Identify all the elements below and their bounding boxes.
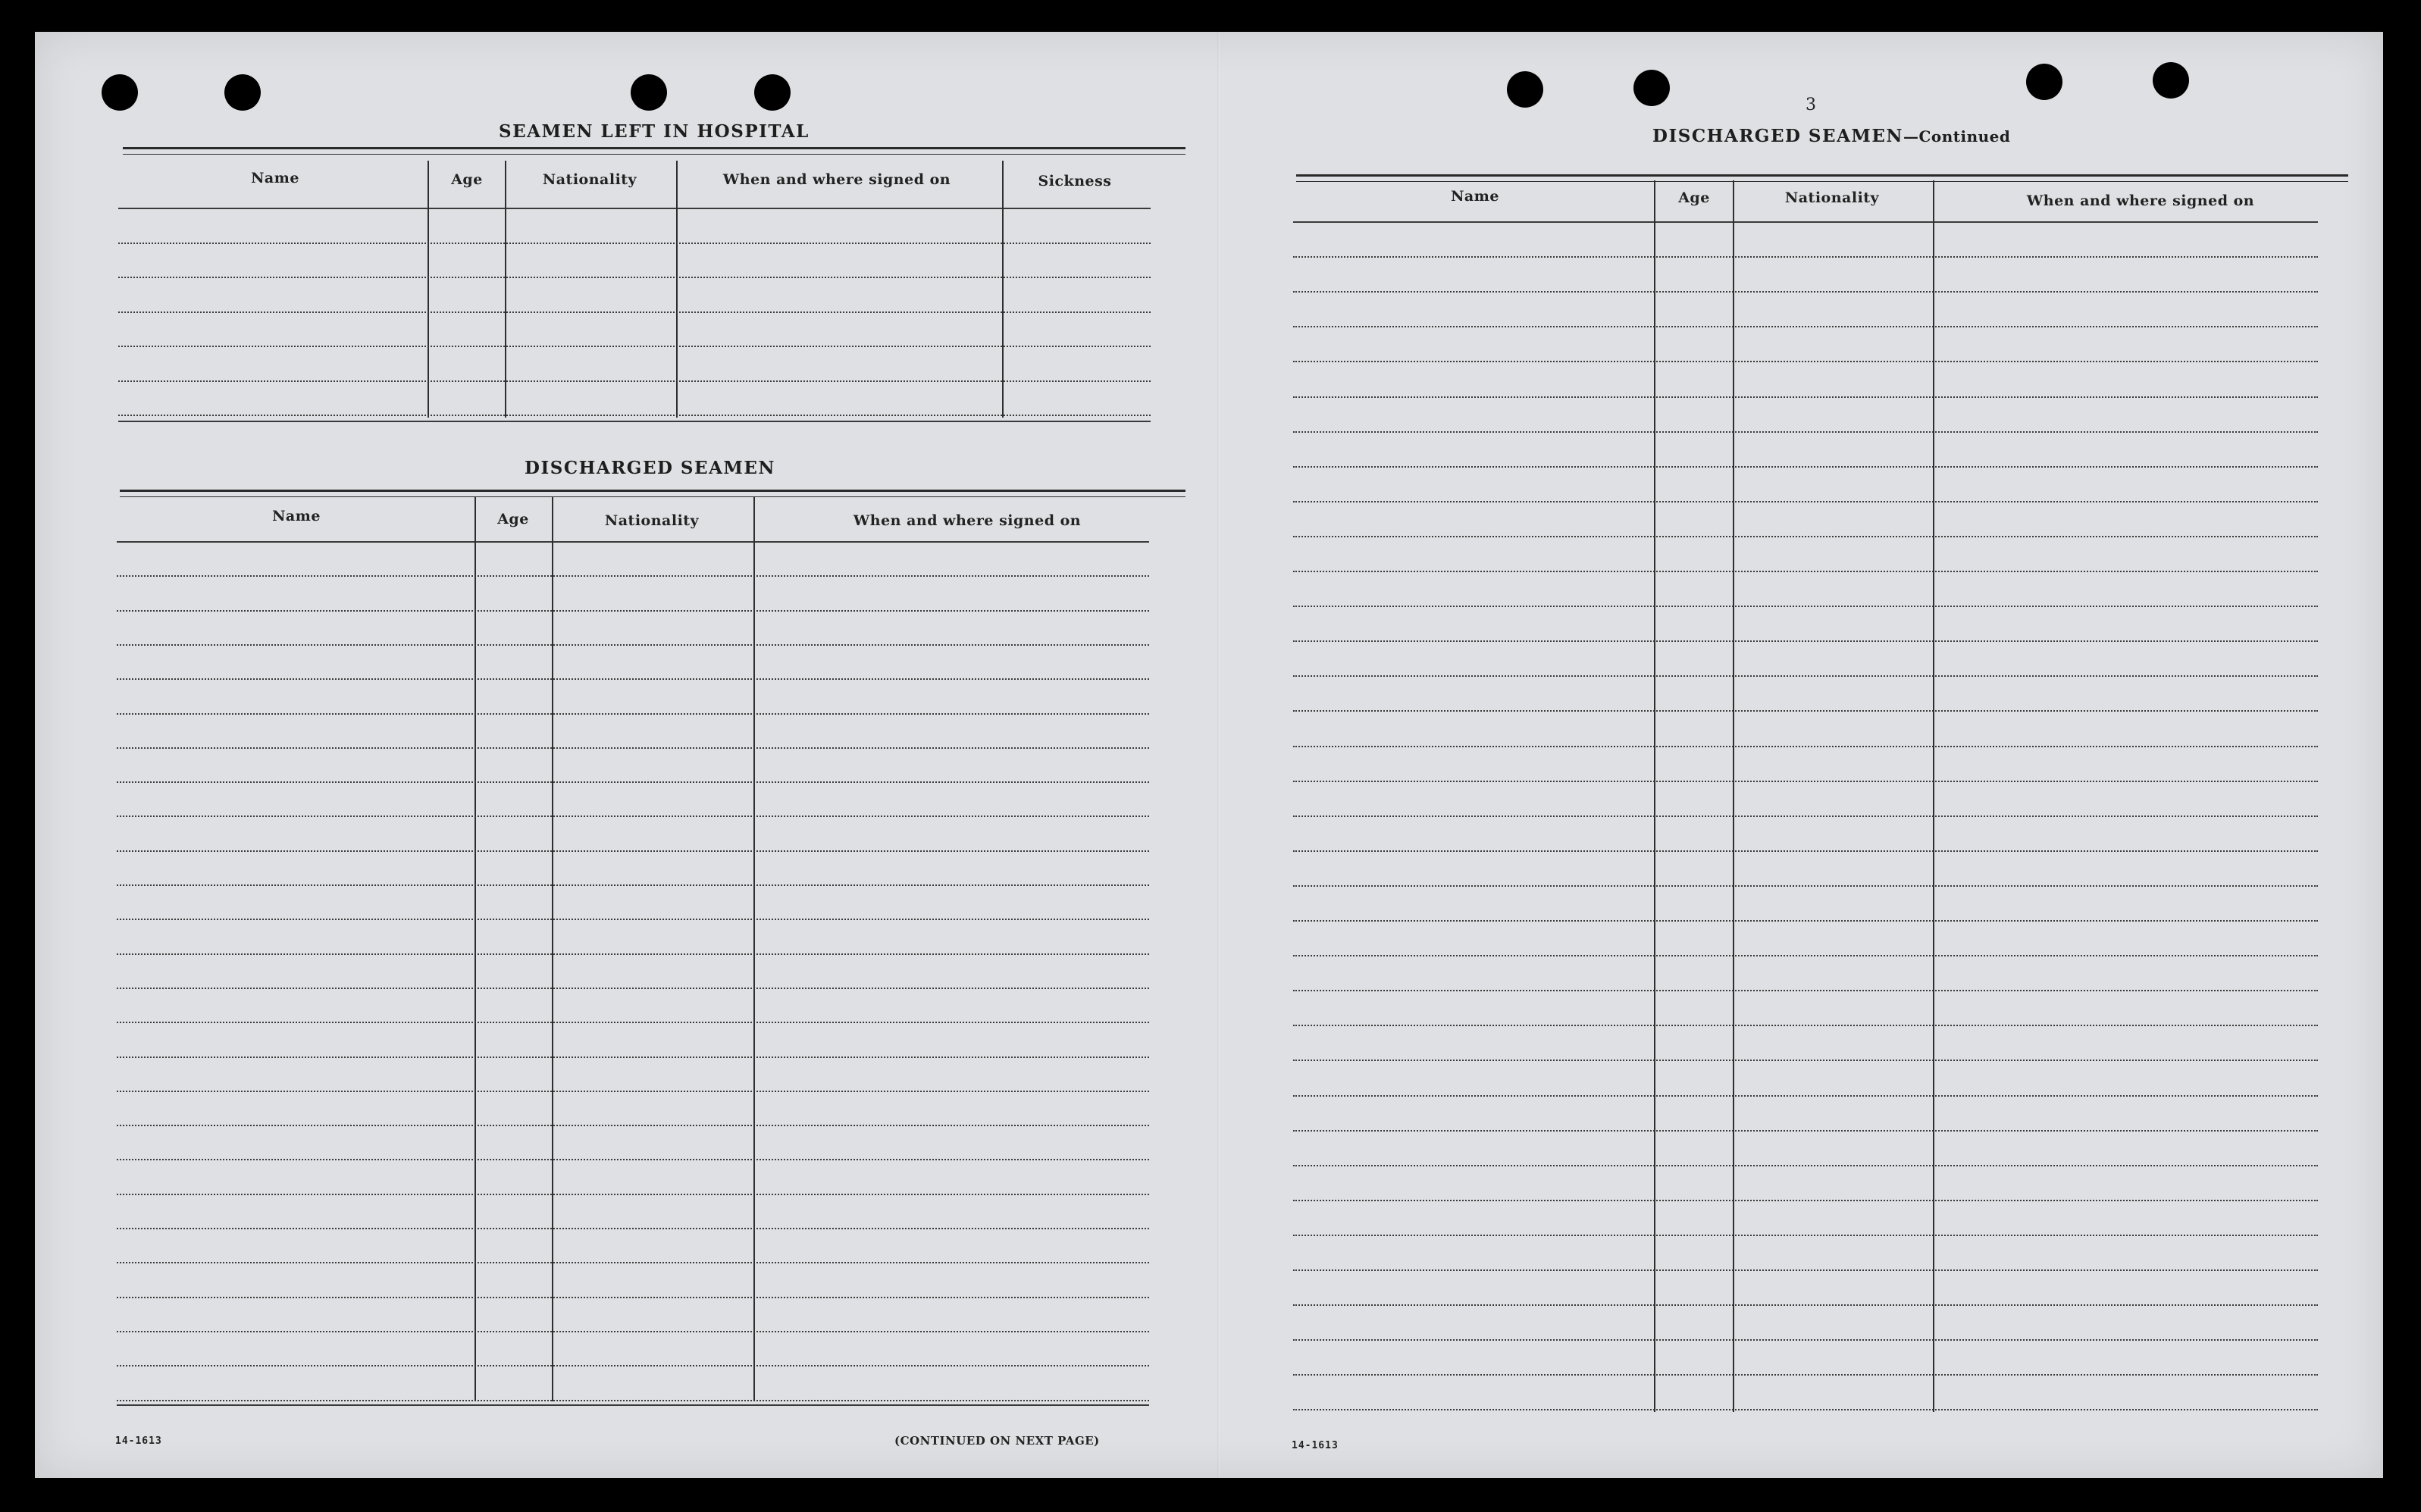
- table-row: [118, 346, 1151, 347]
- table-row: [1293, 710, 2318, 712]
- table-bottom-rule: [117, 1404, 1149, 1406]
- punch-hole: [102, 74, 138, 111]
- table-row: [1293, 955, 2318, 956]
- punch-hole: [1633, 70, 1670, 106]
- discharged-col-name: Name: [272, 508, 321, 524]
- hospital-col-nationality: Nationality: [542, 171, 637, 188]
- table-row: [1293, 326, 2318, 327]
- column-divider: [676, 161, 678, 418]
- header-underline: [1293, 221, 2318, 223]
- table-row: [117, 1159, 1149, 1160]
- column-divider: [428, 161, 429, 418]
- page-fold: [1217, 32, 1220, 1478]
- discharged-continued-title: [1652, 126, 2010, 146]
- table-row: [1293, 885, 2318, 887]
- hospital-col-sickness: Sickness: [1038, 173, 1112, 189]
- continued-col-nationality: Nationality: [1784, 189, 1880, 206]
- punch-hole: [754, 74, 791, 111]
- form-number-left: 14-1613: [115, 1435, 162, 1447]
- discharged-col-nationality: Nationality: [604, 512, 700, 529]
- table-row: [1293, 815, 2318, 817]
- table-row: [117, 1228, 1149, 1229]
- table-row: [1293, 466, 2318, 468]
- table-row: [1293, 1130, 2318, 1132]
- table-row: [118, 277, 1151, 278]
- table-row: [1293, 291, 2318, 293]
- hospital-top-rule: [123, 147, 1185, 155]
- header-underline: [117, 541, 1149, 543]
- table-row: [117, 1022, 1149, 1023]
- table-row: [117, 988, 1149, 989]
- table-row: [117, 575, 1149, 577]
- table-row: [1293, 746, 2318, 747]
- table-row: [117, 1091, 1149, 1092]
- table-row: [1293, 1165, 2318, 1166]
- table-row: [1293, 1304, 2318, 1306]
- table-bottom-rule: [118, 421, 1151, 422]
- discharged-col-age: Age: [497, 511, 529, 527]
- table-row: [117, 610, 1149, 612]
- table-row: [1293, 536, 2318, 537]
- column-divider: [1733, 180, 1734, 1412]
- discharged-section-title: DISCHARGED SEAMEN: [525, 458, 775, 478]
- punch-hole: [1507, 71, 1543, 108]
- table-row: [1293, 850, 2318, 852]
- continued-note: (CONTINUED ON NEXT PAGE): [894, 1434, 1100, 1448]
- table-row: [117, 713, 1149, 715]
- hospital-col-age: Age: [451, 171, 483, 188]
- table-row: [117, 1400, 1149, 1401]
- column-divider: [505, 161, 506, 418]
- table-row: [117, 781, 1149, 783]
- page-number: 3: [1806, 95, 1816, 114]
- ledger-sheet: [35, 32, 2383, 1478]
- table-row: [117, 1262, 1149, 1263]
- table-row: [118, 243, 1151, 244]
- hospital-col-signed-on: When and where signed on: [722, 171, 951, 188]
- table-row: [1293, 920, 2318, 922]
- table-row: [117, 1365, 1149, 1366]
- hospital-col-name: Name: [251, 170, 299, 186]
- table-row: [1293, 1374, 2318, 1376]
- continued-top-rule: [1296, 174, 2348, 182]
- table-row: [1293, 781, 2318, 782]
- table-row: [1293, 675, 2318, 677]
- table-row: [1293, 431, 2318, 433]
- header-underline: [118, 208, 1151, 209]
- table-row: [1293, 990, 2318, 991]
- table-row: [1293, 1269, 2318, 1271]
- table-row: [117, 953, 1149, 955]
- table-row: [117, 644, 1149, 646]
- table-row: [117, 747, 1149, 749]
- table-row: [117, 1331, 1149, 1332]
- table-row: [1293, 396, 2318, 398]
- continued-col-age: Age: [1678, 189, 1710, 206]
- table-row: [117, 850, 1149, 852]
- column-divider: [1933, 180, 1934, 1412]
- table-row: [117, 815, 1149, 817]
- table-row: [1293, 571, 2318, 572]
- table-row: [1293, 1060, 2318, 1061]
- table-row: [118, 311, 1151, 313]
- column-divider: [753, 497, 755, 1401]
- discharged-col-signed-on: When and where signed on: [853, 512, 1082, 529]
- table-row: [1293, 1409, 2318, 1410]
- table-row: [118, 380, 1151, 382]
- table-row: [117, 919, 1149, 920]
- table-row: [1293, 501, 2318, 502]
- table-row: [1293, 1200, 2318, 1201]
- discharged-top-rule: [120, 490, 1185, 497]
- discharged-continued-title-suffix: —Continued: [1903, 127, 2011, 146]
- discharged-continued-title-main: DISCHARGED SEAMEN: [1652, 126, 1903, 146]
- hospital-section-title: SEAMEN LEFT IN HOSPITAL: [499, 121, 810, 142]
- table-row: [1293, 1235, 2318, 1236]
- punch-hole: [224, 74, 261, 111]
- table-row: [1293, 256, 2318, 258]
- column-divider: [474, 497, 476, 1401]
- table-row: [117, 1125, 1149, 1126]
- column-divider: [1654, 180, 1655, 1412]
- table-row: [117, 1057, 1149, 1058]
- table-row: [1293, 606, 2318, 607]
- table-row: [117, 1297, 1149, 1298]
- continued-col-name: Name: [1451, 188, 1499, 205]
- punch-hole: [631, 74, 667, 111]
- form-number-right: 14-1613: [1292, 1440, 1339, 1451]
- table-row: [1293, 361, 2318, 362]
- table-row: [1293, 1095, 2318, 1097]
- table-row: [117, 678, 1149, 680]
- table-row: [1293, 640, 2318, 642]
- table-row: [117, 1194, 1149, 1195]
- table-row: [117, 884, 1149, 886]
- table-row: [1293, 1339, 2318, 1341]
- table-row: [118, 415, 1151, 416]
- continued-col-signed-on: When and where signed on: [2026, 193, 2255, 209]
- column-divider: [552, 497, 553, 1401]
- column-divider: [1002, 161, 1004, 418]
- table-row: [1293, 1025, 2318, 1026]
- punch-hole: [2026, 64, 2062, 100]
- punch-hole: [2153, 62, 2189, 99]
